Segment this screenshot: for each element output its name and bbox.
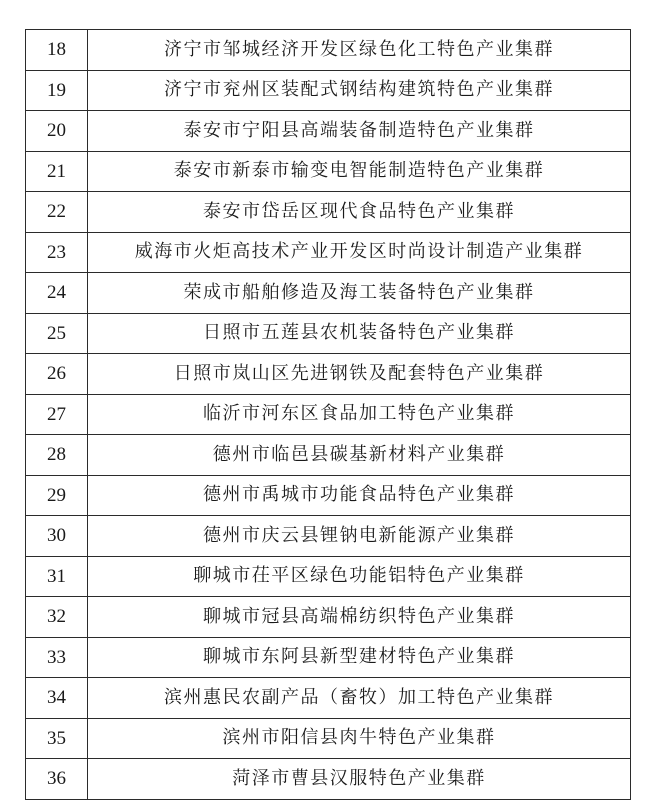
cluster-name: 菏泽市曹县汉服特色产业集群	[88, 759, 631, 800]
table-row	[26, 273, 631, 314]
row-number: 22	[26, 192, 88, 233]
table-row	[26, 435, 631, 476]
cluster-name: 济宁市邹城经济开发区绿色化工特色产业集群	[88, 30, 631, 71]
cluster-name: 荣成市船舶修造及海工装备特色产业集群	[88, 273, 631, 314]
table-row	[26, 232, 631, 273]
cluster-name: 威海市火炬高技术产业开发区时尚设计制造产业集群	[88, 232, 631, 273]
row-number: 31	[26, 556, 88, 597]
cluster-name: 泰安市宁阳县高端装备制造特色产业集群	[88, 111, 631, 152]
cluster-name: 聊城市茌平区绿色功能铝特色产业集群	[88, 556, 631, 597]
table-row	[26, 678, 631, 719]
cluster-list-table	[25, 29, 631, 800]
cluster-name: 滨州市阳信县肉牛特色产业集群	[88, 718, 631, 759]
table-row	[26, 759, 631, 800]
table-row	[26, 597, 631, 638]
row-number: 29	[26, 475, 88, 516]
cluster-name: 济宁市兖州区装配式钢结构建筑特色产业集群	[88, 70, 631, 111]
table-row	[26, 111, 631, 152]
table-row	[26, 192, 631, 233]
cluster-name: 德州市禹城市功能食品特色产业集群	[88, 475, 631, 516]
row-number: 18	[26, 30, 88, 71]
cluster-name: 日照市五莲县农机装备特色产业集群	[88, 313, 631, 354]
table-row	[26, 30, 631, 71]
row-number: 20	[26, 111, 88, 152]
table-body	[26, 30, 631, 800]
table-row	[26, 151, 631, 192]
cluster-name: 泰安市新泰市输变电智能制造特色产业集群	[88, 151, 631, 192]
cluster-name: 德州市临邑县碳基新材料产业集群	[88, 435, 631, 476]
table-row	[26, 637, 631, 678]
row-number: 28	[26, 435, 88, 476]
row-number: 19	[26, 70, 88, 111]
row-number: 23	[26, 232, 88, 273]
cluster-name: 泰安市岱岳区现代食品特色产业集群	[88, 192, 631, 233]
row-number: 30	[26, 516, 88, 557]
table-row	[26, 516, 631, 557]
row-number: 35	[26, 718, 88, 759]
row-number: 25	[26, 313, 88, 354]
document-page	[25, 29, 630, 800]
row-number: 32	[26, 597, 88, 638]
table-row	[26, 354, 631, 395]
row-number: 24	[26, 273, 88, 314]
row-number: 27	[26, 394, 88, 435]
cluster-name: 滨州惠民农副产品（畜牧）加工特色产业集群	[88, 678, 631, 719]
cluster-name: 德州市庆云县锂钠电新能源产业集群	[88, 516, 631, 557]
cluster-name: 临沂市河东区食品加工特色产业集群	[88, 394, 631, 435]
row-number: 33	[26, 637, 88, 678]
row-number: 34	[26, 678, 88, 719]
row-number: 36	[26, 759, 88, 800]
table-row	[26, 718, 631, 759]
cluster-name: 聊城市冠县高端棉纺织特色产业集群	[88, 597, 631, 638]
table-row	[26, 556, 631, 597]
cluster-name: 日照市岚山区先进钢铁及配套特色产业集群	[88, 354, 631, 395]
table-row	[26, 475, 631, 516]
row-number: 26	[26, 354, 88, 395]
table-row	[26, 313, 631, 354]
cluster-name: 聊城市东阿县新型建材特色产业集群	[88, 637, 631, 678]
table-row	[26, 394, 631, 435]
row-number: 21	[26, 151, 88, 192]
table-row	[26, 70, 631, 111]
